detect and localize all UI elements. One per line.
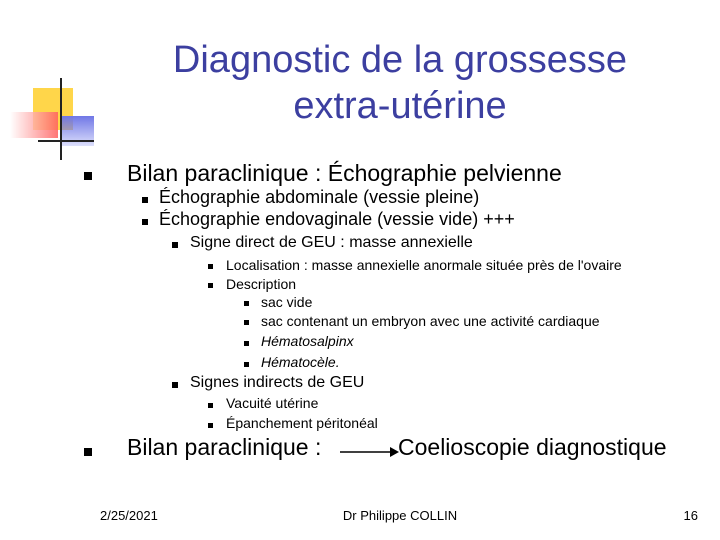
bullet-sac-vide: sac vide [261,294,313,310]
bullet-description: Description [226,276,297,292]
bullet-square-icon [208,423,213,428]
coelioscopie-label: Coelioscopie diagnostique [398,434,667,460]
bullet-square-icon [142,197,148,203]
decor-horizontal-line [38,140,94,142]
bullet-square-icon [244,320,249,325]
slide-title-line1: Diagnostic de la grossesse [172,39,628,81]
bullet-echo-endovaginale: Échographie endovaginale (vessie vide) +++ [159,209,515,229]
bullet-hematocele: Hématocèle. [261,354,340,370]
bullet-square-icon [172,242,178,248]
bullet-bilan-echographie: Bilan paraclinique : Échographie pelvienne [127,160,562,186]
bullet-square-icon [244,341,249,346]
decor-red-square [10,112,58,138]
bullet-square-icon [84,172,92,180]
bullet-square-icon [172,382,178,388]
footer-date: 2/25/2021 [100,508,158,523]
bullet-square-icon [244,362,249,367]
decor-vertical-line [60,78,62,160]
bullet-epanchement: Épanchement péritonéal [226,415,378,431]
bullet-signe-direct: Signe direct de GEU : masse annexielle [190,234,473,251]
bullet-bilan-coelioscopie: Bilan paraclinique : [127,434,322,460]
arrow-right-icon [338,443,400,459]
bullet-square-icon [208,283,213,288]
bullet-square-icon [244,301,249,306]
bullet-hematosalpinx: Hématosalpinx [261,333,354,349]
footer-author: Dr Philippe COLLIN [342,508,458,523]
slide-title-line2: extra-utérine [293,85,507,127]
footer-page-number: 16 [683,508,698,523]
bullet-echo-abdominale: Échographie abdominale (vessie pleine) [159,187,480,207]
bullet-signes-indirects: Signes indirects de GEU [190,374,365,391]
bullet-square-icon [208,264,213,269]
bullet-sac-embryon: sac contenant un embryon avec une activité cardiaque [261,313,600,329]
bullet-vacuite-uterine: Vacuité utérine [226,395,319,411]
bullet-square-icon [84,448,92,456]
bullet-square-icon [208,403,213,408]
bullet-localisation: Localisation : masse annexielle anormale située près de l'ovaire [226,257,622,273]
bullet-square-icon [142,219,148,225]
